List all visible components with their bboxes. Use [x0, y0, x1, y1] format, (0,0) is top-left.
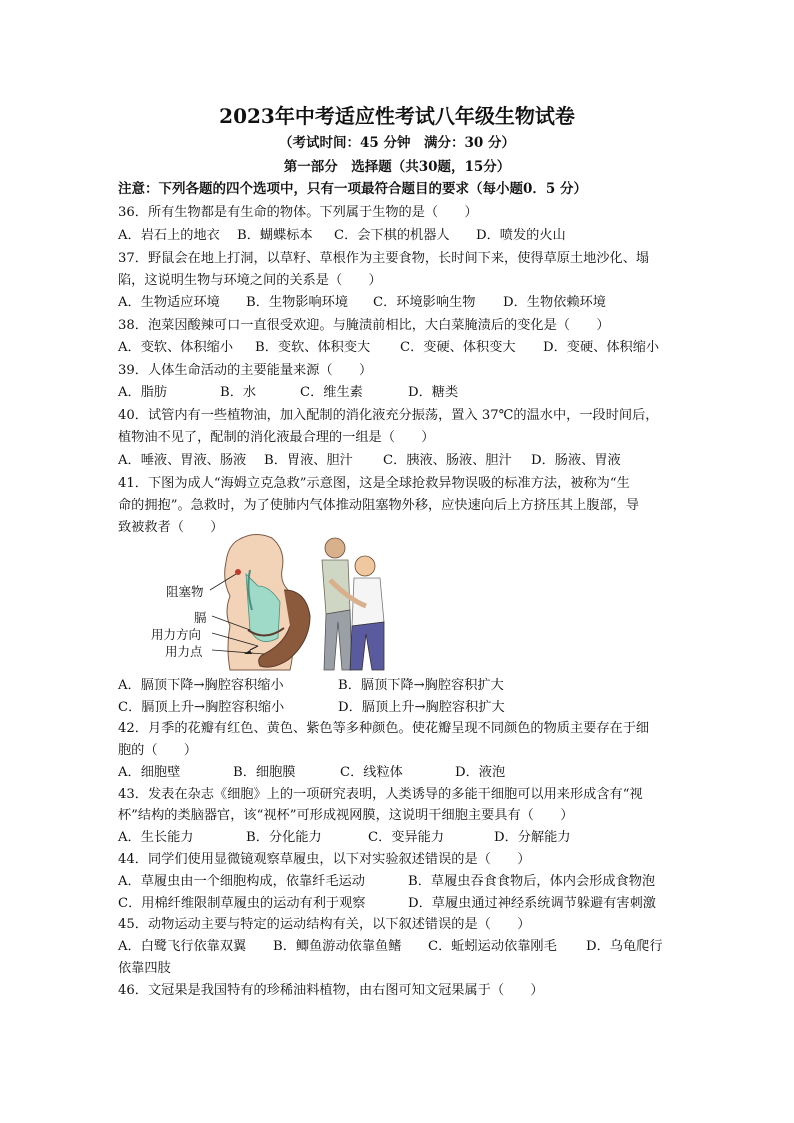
question-options: [118, 828, 571, 848]
question-stem: 陷，这说明生物与环境之间的关系是（ ）: [118, 273, 382, 288]
option: C．维生素: [300, 385, 363, 400]
option: A．唾液、胃液、肠液: [118, 453, 247, 468]
figure-label-force-direction: 用力方向: [151, 627, 202, 642]
question-stem: 42．月季的花瓣有红色、黄色、紫色等多种颜色。使花瓣呈现不同颜色的物质主要存在于细: [118, 721, 650, 736]
question-stem: 46．文冠果是我国特有的珍稀油料植物，由右图可知文冠果属于（ ）: [118, 983, 544, 998]
option: A．细胞壁: [118, 765, 181, 780]
option: C．变异能力: [368, 830, 445, 845]
question-options: [118, 338, 659, 358]
option: C．变硬、体积变大: [400, 340, 516, 355]
option: C．胰液、肠液、胆汁: [383, 453, 512, 468]
question-options: [118, 383, 458, 403]
option: D．肠液、胃液: [531, 453, 621, 468]
option: A．白鹭飞行依靠双翼: [118, 939, 247, 954]
question-stem: 胞的（ ）: [118, 743, 198, 758]
question-stem: 43．发表在杂志《细胞》上的一项研究表明，人类诱导的多能干细胞可以用来形成含有“视: [118, 787, 643, 802]
option: D．变硬、体积缩小: [543, 340, 660, 355]
option: B．生物影响环境: [246, 295, 349, 310]
question-options: [118, 894, 656, 914]
question-stem: 植物油不见了，配制的消化液最合理的一组是（ ）: [118, 430, 435, 445]
option: D．草履虫通过神经系统调节躲避有害刺激: [408, 896, 656, 911]
option: A．岩石上的地衣: [118, 228, 220, 243]
option: B．膈顶下降→胸腔容积扩大: [338, 678, 504, 693]
option: D．膈顶上升→胸腔容积扩大: [338, 700, 505, 715]
option: D．糖类: [408, 385, 459, 400]
exam-title: 2023年中考适应性考试八年级生物试卷: [219, 104, 575, 128]
option: C．用棉纤维限制草履虫的运动有利于观察: [118, 896, 366, 911]
anatomy-illustration: [225, 534, 310, 670]
section-heading: 第一部分 选择题（共30题，15分）: [283, 159, 511, 175]
option: D．液泡: [455, 765, 506, 780]
option: A．生长能力: [118, 830, 194, 845]
question-stem: 36．所有生物都是有生命的物体。下列属于生物的是（ ）: [118, 205, 478, 220]
option: D．生物依赖环境: [503, 295, 606, 310]
question-options: [118, 872, 655, 892]
option: C．线粒体: [340, 765, 403, 780]
option: C．环境影响生物: [373, 295, 476, 310]
option: A．生物适应环境: [118, 295, 220, 310]
figure-label-force-point: 用力点: [165, 644, 203, 659]
option: C．蚯蚓运动依靠刚毛: [428, 939, 557, 954]
option: B．鲫鱼游动依靠鱼鳍: [273, 939, 402, 954]
question-stem: 40．试管内有一些植物油，加入配制的消化液充分振荡，置入 37℃的温水中，一段时间后，: [118, 408, 659, 423]
question-options: [118, 937, 663, 957]
option: A．脂肪: [118, 385, 168, 400]
question-stem: 39．人体生命活动的主要能量来源（ ）: [118, 363, 373, 378]
option: C．膈顶上升→胸腔容积缩小: [118, 700, 285, 715]
option: D．乌龟爬行: [586, 939, 663, 954]
question-options: [118, 226, 566, 246]
option: A．变软、体积缩小: [118, 340, 234, 355]
option: A．草履虫由一个细胞构成，依靠纤毛运动: [118, 874, 365, 889]
notice: 注意：下列各题的四个选项中，只有一项最符合题目的要求（每小题0．5 分）: [118, 181, 587, 197]
option: C．会下棋的机器人: [334, 228, 450, 243]
option: D．喷发的火山: [476, 228, 566, 243]
figure-label-diaphragm: 膈: [194, 610, 207, 625]
option: B．分化能力: [246, 830, 322, 845]
question-stem: 杯”结构的类脑器官，该“视杯”可形成视网膜，这说明干细胞主要具有（ ）: [118, 808, 574, 823]
question-options: [118, 293, 606, 313]
exam-info: （考试时间：45 分钟 满分：30 分）: [279, 135, 515, 151]
option: B．变软、体积变大: [255, 340, 371, 355]
option: A．膈顶下降→胸腔容积缩小: [118, 678, 284, 693]
option: B．水: [220, 385, 257, 400]
rescue-illustration: [322, 538, 384, 670]
option: B．胃液、胆汁: [264, 453, 353, 468]
question-options: [118, 763, 505, 783]
figure-label-obstruction: 阻塞物: [166, 584, 204, 599]
question-options: [118, 698, 505, 718]
question-stem: 命的拥抱”。急救时，为了使肺内气体推动阻塞物外移，应快速向后上方挤压其上腹部，导: [118, 498, 640, 513]
question-option-continued: 依靠四肢: [118, 961, 171, 976]
question-options: [118, 451, 621, 471]
question-stem: 41．下图为成人“海姆立克急救”示意图，这是全球抢救异物误吸的标准方法，被称为“生: [118, 476, 630, 491]
question-stem: 37．野鼠会在地上打洞，以草籽、草根作为主要食物，长时间下来，使得草原土地沙化、塌: [118, 251, 650, 266]
question-stem: 致被救者（ ）: [118, 520, 224, 535]
option: D．分解能力: [494, 830, 571, 845]
question-stem: 45．动物运动主要与特定的运动结构有关，以下叙述错误的是（ ）: [118, 917, 531, 932]
question-stem: 38．泡菜因酸辣可口一直很受欢迎。与腌渍前相比，大白菜腌渍后的变化是（ ）: [118, 318, 610, 333]
option: B．蝴蝶标本: [237, 228, 313, 243]
question-stem: 44．同学们使用显微镜观察草履虫，以下对实验叙述错误的是（ ）: [118, 852, 531, 867]
option: B．草履虫吞食食物后，体内会形成食物泡: [408, 874, 656, 889]
question-options: [118, 676, 504, 696]
option: B．细胞膜: [233, 765, 296, 780]
